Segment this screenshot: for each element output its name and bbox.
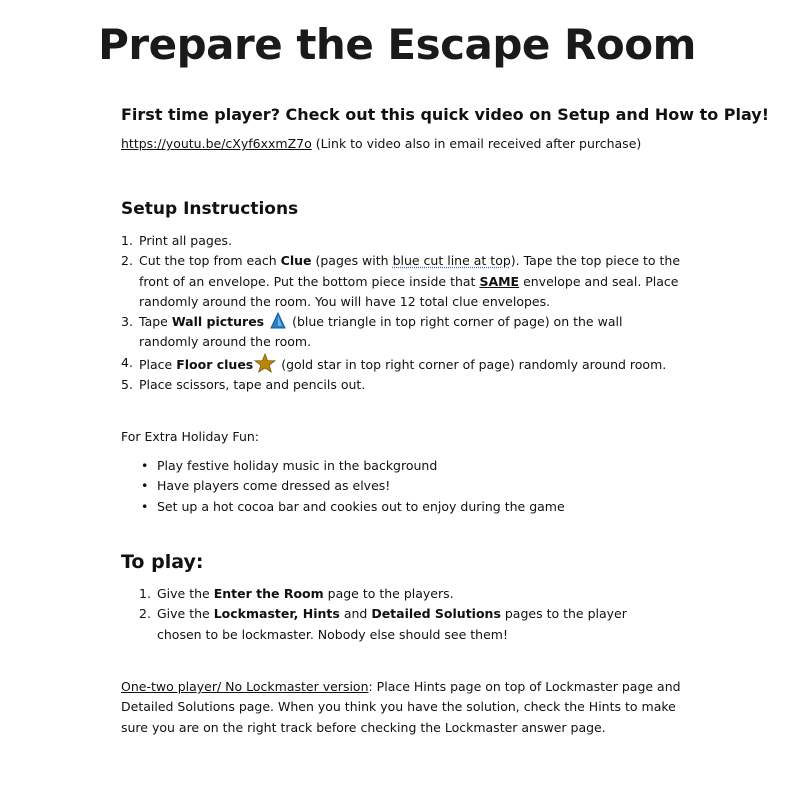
extra-fun-heading: For Extra Holiday Fun:	[121, 429, 259, 444]
extra-fun-list	[139, 456, 699, 517]
video-link-line	[121, 136, 641, 151]
list-item: • Play festive holiday music in the background	[139, 456, 699, 476]
list-item: 4. Place Floor clues (gold star in top right corner of page) randomly around room.	[121, 354, 667, 372]
list-item: 3. Tape Wall pictures (blue triangle in top right corner of page) on the wall randomly around the room.	[121, 314, 623, 350]
one-two-player-note	[121, 677, 681, 738]
to-play-heading: To play:	[121, 551, 204, 573]
list-item: • Have players come dressed as elves!	[139, 476, 699, 496]
bullet-icon: •	[141, 498, 149, 514]
blue-triangle-icon	[270, 312, 286, 329]
gold-star-icon	[254, 353, 276, 373]
video-link-note: (Link to video also in email received after purchase)	[311, 136, 642, 151]
bullet-icon: •	[141, 478, 149, 494]
list-item: 1. Print all pages.	[121, 233, 233, 248]
intro-heading: First time player? Check out this quick video on Setup and How to Play!	[121, 105, 770, 124]
page-title: Prepare the Escape Room	[98, 20, 696, 69]
note-text: : Place Hints page on top of Lockmaster page and Detailed Solutions page. When you think you have the solution, check the Hints to make sure you are on the right track before checking the Lockmaster answer page.	[121, 679, 681, 735]
setup-list	[121, 231, 681, 395]
list-item: 1. Give the Enter the Room page to the players.	[139, 586, 454, 601]
to-play-list	[139, 584, 659, 645]
list-item: • Set up a hot cocoa bar and cookies out to enjoy during the game	[139, 497, 699, 517]
list-item: 5. Place scissors, tape and pencils out.	[121, 377, 366, 393]
setup-heading: Setup Instructions	[121, 199, 299, 219]
bullet-icon: •	[141, 458, 149, 473]
note-label: One-two player/ No Lockmaster version	[121, 679, 369, 694]
list-item: 2. Cut the top from each Clue (pages with blue cut line at top). Tape the top piece to the front of an envelope. Put the bottom piece inside that SAME envelope and seal. Place randomly around the room. You will have 12 total clue envelopes.	[121, 253, 681, 309]
spellcheck-underline: blue cut line at top	[392, 253, 511, 269]
video-link[interactable]: https://youtu.be/cXyf6xxmZ7o	[121, 136, 312, 151]
list-item: 2. Give the Lockmaster, Hints and Detailed Solutions pages to the player chosen to be lockmaster. Nobody else should see them!	[139, 606, 627, 642]
